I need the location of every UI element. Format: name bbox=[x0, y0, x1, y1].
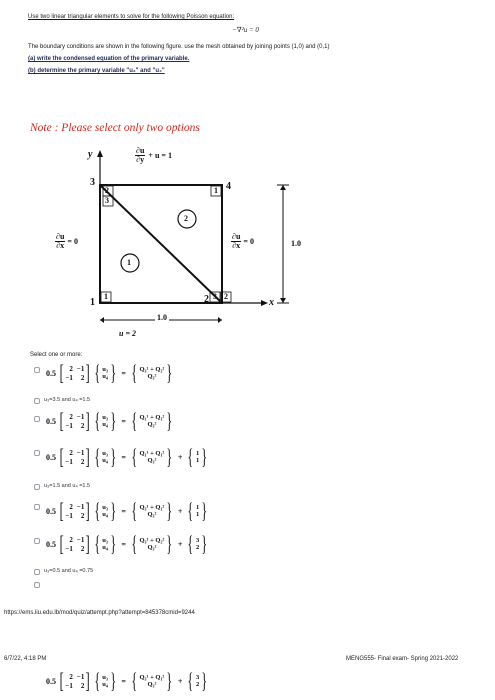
note-text: Note : Please select only two options bbox=[30, 122, 200, 134]
option-equation-3: 0.5 [ 2 −1 −1 2 ] { u₃ u₄ } = { Q₁¹ + Q₁² Q₃² } + { 1 1 } bbox=[46, 444, 208, 469]
part-b: (b) determine the primary variable "u₃" and "u₄" bbox=[28, 68, 165, 74]
local-node-label: 1 bbox=[104, 292, 108, 301]
left-boundary-condition: $\frac{\partial u}{\partial x}$ = 0 bbox=[56, 232, 78, 250]
element-1-label: 1 bbox=[127, 258, 131, 267]
node-2-label: 2 bbox=[204, 294, 209, 305]
right-boundary-condition: $\frac{\partial u}{\partial x}$ = 0 bbox=[232, 232, 254, 250]
local-node-label: 3 bbox=[105, 196, 109, 205]
footer-title: MENG555- Final exam- Spring 2021-2022 bbox=[346, 656, 459, 662]
top-boundary-condition: $\frac{\partial u}{\partial y}$ + u = 1 bbox=[136, 146, 172, 164]
footer-date: 6/7/22, 4:18 PM bbox=[4, 656, 47, 662]
height-label: 1.0 bbox=[291, 239, 301, 248]
problem-line-1: Use two linear triangular elements to solve for the following Poisson equation: bbox=[28, 14, 235, 20]
option-equation-5: 0.5 [ 2 −1 −1 2 ] { u₃ u₄ } = { Q₃¹ + Q₂² Q₃² } + { 3 2 } bbox=[46, 531, 208, 556]
bottom-boundary-condition: u = 2 bbox=[119, 329, 137, 338]
option-checkbox[interactable] bbox=[34, 569, 40, 575]
local-node-label: 1 bbox=[214, 186, 218, 195]
axis-y-label: y bbox=[88, 149, 93, 160]
option-equation-2: 0.5 [ 2 −1 −1 2 ] { u₃ u₄ } = { Q₁¹ + Q₁² Q₃² } bbox=[46, 408, 173, 433]
option-checkbox[interactable] bbox=[34, 504, 40, 510]
option-text-1: u₃=3.5 and u₄ =1.5 bbox=[44, 397, 91, 403]
mesh-diagonal bbox=[100, 185, 222, 303]
bottom-equation: 0.5 [ 2 −1 −1 2 ] { u₃ u₄ } = { Q₃¹ + Q₁² Q₃² } + { 3 2 } bbox=[46, 668, 208, 693]
local-node-label: 2 bbox=[224, 292, 228, 301]
option-checkbox[interactable] bbox=[34, 416, 40, 422]
option-checkbox[interactable] bbox=[34, 367, 40, 373]
local-node-label: 3 bbox=[213, 292, 217, 301]
option-text-2: u₃=1.5 and u₄ =1.5 bbox=[44, 483, 91, 489]
axis-x-label: x bbox=[269, 297, 274, 308]
element-2-label: 2 bbox=[184, 214, 188, 223]
option-checkbox[interactable] bbox=[34, 484, 40, 490]
page-url[interactable]: https://ems.liu.edu.lb/mod/quiz/attempt.php?attempt=845378cmid=9244 bbox=[4, 610, 195, 616]
option-equation-4: 0.5 [ 2 −1 −1 2 ] { u₃ u₄ } = { Q₃¹ + Q₁² Q₃² } + { 1 1 } bbox=[46, 498, 208, 523]
option-checkbox[interactable] bbox=[34, 450, 40, 456]
option-checkbox[interactable] bbox=[34, 538, 40, 544]
problem-line-2: The boundary conditions are shown in the following figure. use the mesh obtained by joining points (1,0) and (0,1) bbox=[28, 44, 330, 50]
node-1-label: 1 bbox=[90, 297, 95, 308]
mesh-figure bbox=[55, 145, 315, 345]
option-checkbox[interactable] bbox=[34, 398, 40, 404]
select-label: Select one or more: bbox=[30, 352, 83, 358]
poisson-equation: −∇²u = 0 bbox=[232, 26, 259, 34]
node-3-label: 3 bbox=[90, 177, 95, 188]
local-node-label: 2 bbox=[105, 186, 109, 195]
option-equation-1: 0.5 [ 2 −1 −1 2 ] { u₃ u₄ } = { Q₃¹ + Q₂² Q₃² } bbox=[46, 360, 173, 385]
width-label: 1.0 bbox=[157, 313, 167, 322]
option-checkbox[interactable] bbox=[34, 582, 40, 588]
option-text-3: u₃=0.5 and u₄ =0.75 bbox=[44, 568, 94, 574]
node-4-label: 4 bbox=[226, 181, 231, 192]
part-a: (a) write the condensed equation of the primary variable. bbox=[28, 56, 190, 62]
